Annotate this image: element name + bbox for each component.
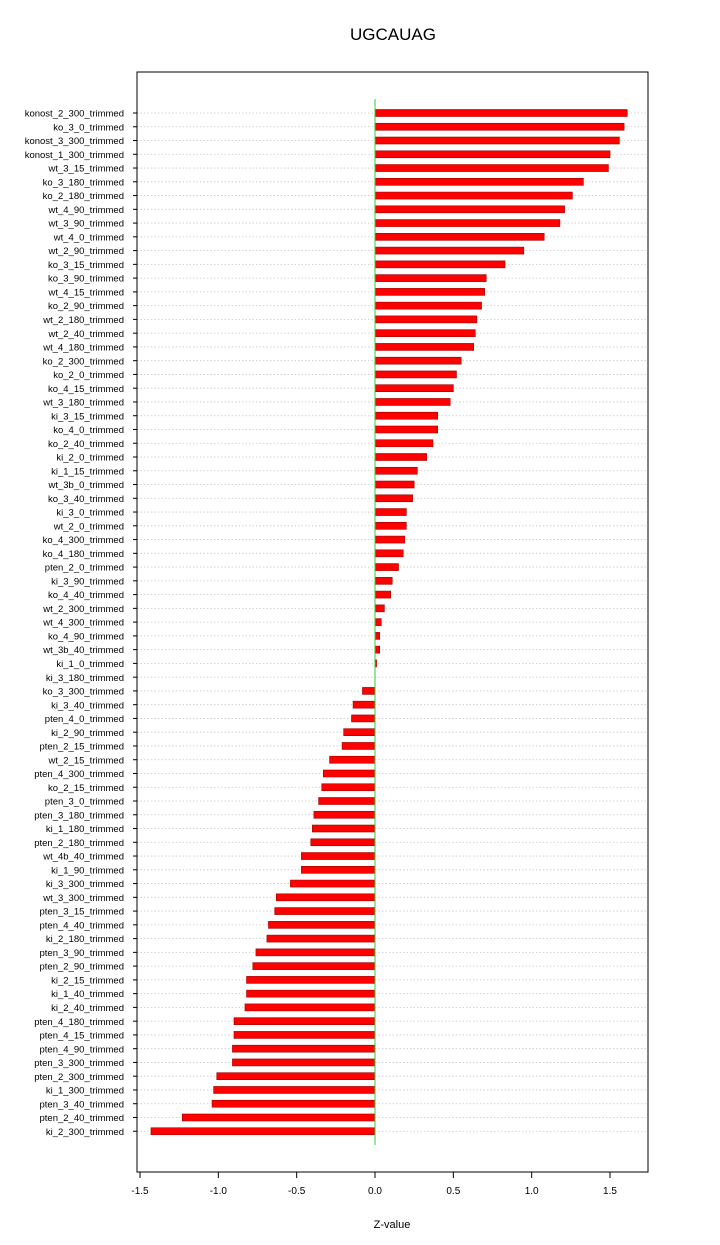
category-label: wt_3_15_trimmed bbox=[48, 163, 124, 175]
bar bbox=[247, 976, 375, 983]
category-label: ko_3_40_trimmed bbox=[47, 493, 124, 505]
bar bbox=[375, 481, 414, 488]
bar bbox=[375, 495, 413, 502]
category-label: konost_2_300_trimmed bbox=[24, 108, 124, 120]
category-label: pten_2_180_trimmed bbox=[34, 837, 124, 849]
category-label: ko_2_90_trimmed bbox=[47, 301, 124, 313]
bar bbox=[245, 1004, 375, 1011]
chart-title: UGCAUAG bbox=[350, 25, 436, 44]
category-label: ko_3_0_trimmed bbox=[53, 122, 124, 134]
category-label: konost_1_300_trimmed bbox=[24, 149, 124, 161]
bar bbox=[267, 935, 375, 942]
bar bbox=[375, 467, 417, 474]
bar bbox=[275, 908, 375, 915]
category-label: ko_3_180_trimmed bbox=[42, 177, 124, 189]
bar bbox=[214, 1086, 375, 1093]
category-label: ko_2_180_trimmed bbox=[42, 191, 124, 203]
x-tick-label: 1.5 bbox=[603, 1186, 617, 1197]
category-label: ki_1_180_trimmed bbox=[45, 824, 124, 836]
category-label: ki_3_40_trimmed bbox=[51, 700, 124, 712]
bar bbox=[212, 1100, 375, 1107]
bar bbox=[375, 619, 381, 626]
category-label: wt_4_180_trimmed bbox=[43, 342, 124, 354]
bar bbox=[375, 398, 450, 405]
bar bbox=[342, 742, 375, 749]
bar bbox=[375, 178, 583, 185]
category-label: wt_2_15_trimmed bbox=[48, 755, 124, 767]
category-label: ko_3_90_trimmed bbox=[47, 273, 124, 285]
category-label: wt_2_300_trimmed bbox=[43, 603, 124, 615]
category-label: pten_4_90_trimmed bbox=[39, 1044, 124, 1056]
bar bbox=[330, 756, 375, 763]
bar bbox=[375, 233, 544, 240]
bar bbox=[375, 385, 453, 392]
bar bbox=[375, 550, 403, 557]
bar bbox=[182, 1114, 375, 1121]
category-label: konost_3_300_trimmed bbox=[24, 136, 124, 148]
bar bbox=[351, 715, 375, 722]
bar bbox=[301, 853, 375, 860]
category-label: wt_4_0_trimmed bbox=[53, 232, 124, 244]
x-tick-label: -1.5 bbox=[131, 1186, 149, 1197]
bar bbox=[375, 426, 438, 433]
bar bbox=[234, 1018, 375, 1025]
bar bbox=[314, 811, 375, 818]
bar bbox=[375, 591, 391, 598]
bar bbox=[232, 1045, 375, 1052]
category-label: ki_3_300_trimmed bbox=[45, 879, 124, 891]
category-label: pten_2_0_trimmed bbox=[44, 562, 124, 574]
category-label: ko_2_300_trimmed bbox=[42, 356, 124, 368]
x-tick-label: -1.0 bbox=[209, 1186, 227, 1197]
category-label: pten_3_300_trimmed bbox=[34, 1058, 124, 1070]
category-label: ko_2_15_trimmed bbox=[47, 782, 124, 794]
category-label: pten_3_40_trimmed bbox=[39, 1099, 124, 1111]
bar bbox=[323, 770, 375, 777]
category-label: wt_2_90_trimmed bbox=[48, 246, 124, 258]
bar bbox=[375, 192, 572, 199]
bar bbox=[232, 1059, 375, 1066]
category-label: pten_3_0_trimmed bbox=[44, 796, 124, 808]
category-label: wt_2_180_trimmed bbox=[43, 315, 124, 326]
bar bbox=[375, 330, 475, 337]
x-tick-label: 0.5 bbox=[446, 1186, 461, 1197]
bar bbox=[290, 880, 375, 887]
category-label: ki_3_15_trimmed bbox=[51, 411, 124, 423]
bar bbox=[375, 343, 474, 350]
bar bbox=[375, 454, 427, 461]
category-label: pten_4_180_trimmed bbox=[34, 1016, 124, 1028]
category-label: wt_4b_40_trimmed bbox=[43, 851, 124, 863]
bar bbox=[353, 701, 375, 708]
bar bbox=[311, 839, 375, 846]
bar bbox=[375, 412, 438, 419]
bar bbox=[375, 247, 524, 254]
bar bbox=[247, 990, 375, 997]
bar bbox=[375, 206, 565, 213]
bar bbox=[375, 440, 433, 447]
category-label: ki_2_40_trimmed bbox=[51, 1003, 124, 1014]
bar bbox=[375, 316, 477, 323]
category-label: ki_1_0_trimmed bbox=[56, 659, 124, 670]
category-label: ko_4_300_trimmed bbox=[42, 535, 124, 547]
bar bbox=[375, 288, 485, 295]
bar bbox=[375, 151, 610, 158]
category-label: ko_4_0_trimmed bbox=[53, 425, 124, 437]
bar bbox=[268, 921, 375, 928]
category-label: ki_2_180_trimmed bbox=[45, 934, 124, 946]
x-axis-label: Z-value bbox=[373, 1219, 411, 1231]
bar bbox=[217, 1073, 375, 1080]
category-label: pten_4_0_trimmed bbox=[44, 714, 124, 726]
category-label: ki_1_90_trimmed bbox=[51, 865, 124, 877]
category-label: ki_2_90_trimmed bbox=[51, 727, 124, 739]
bar bbox=[375, 137, 619, 144]
bar bbox=[375, 536, 405, 543]
bar bbox=[319, 798, 375, 805]
bar bbox=[375, 165, 608, 172]
x-tick-label: -0.5 bbox=[288, 1186, 306, 1197]
bar bbox=[362, 687, 375, 694]
category-label: ki_2_0_trimmed bbox=[56, 452, 124, 464]
category-label: ko_4_40_trimmed bbox=[47, 590, 124, 602]
category-label: ki_3_90_trimmed bbox=[51, 576, 124, 588]
bar bbox=[151, 1128, 375, 1135]
bar bbox=[375, 357, 461, 364]
category-label: ko_2_40_trimmed bbox=[47, 438, 124, 450]
bar bbox=[344, 729, 375, 736]
category-label: wt_2_0_trimmed bbox=[53, 521, 124, 533]
category-label: ko_3_300_trimmed bbox=[42, 686, 124, 698]
bar bbox=[375, 261, 505, 268]
category-label: wt_3b_40_trimmed bbox=[43, 645, 124, 657]
category-label: ki_1_15_trimmed bbox=[51, 466, 124, 478]
bar bbox=[375, 275, 486, 282]
category-label: pten_3_180_trimmed bbox=[34, 810, 124, 822]
bar bbox=[276, 894, 375, 901]
bar bbox=[375, 522, 406, 529]
category-label: ki_2_300_trimmed bbox=[45, 1126, 124, 1138]
category-label: pten_2_90_trimmed bbox=[39, 961, 124, 973]
category-label: wt_3b_0_trimmed bbox=[48, 480, 124, 492]
category-label: ko_2_0_trimmed bbox=[53, 370, 124, 382]
category-label: pten_3_90_trimmed bbox=[39, 947, 124, 959]
category-label: ki_3_0_trimmed bbox=[56, 507, 124, 519]
x-tick-label: 0.0 bbox=[368, 1186, 382, 1197]
bar bbox=[301, 866, 375, 873]
bar bbox=[375, 302, 482, 309]
bar bbox=[375, 605, 384, 612]
bar bbox=[375, 371, 456, 378]
category-label: pten_4_40_trimmed bbox=[39, 920, 124, 932]
category-label: ko_3_15_trimmed bbox=[47, 259, 124, 271]
category-label: ko_4_90_trimmed bbox=[47, 631, 124, 643]
category-label: ko_4_15_trimmed bbox=[47, 383, 124, 395]
bar bbox=[256, 949, 375, 956]
x-tick-label: 1.0 bbox=[524, 1186, 539, 1197]
category-label: ko_4_180_trimmed bbox=[42, 548, 124, 560]
category-label: wt_3_180_trimmed bbox=[43, 397, 124, 409]
bar bbox=[375, 646, 380, 653]
category-label: wt_4_90_trimmed bbox=[48, 204, 124, 216]
category-label: ki_3_180_trimmed bbox=[45, 672, 124, 684]
bar bbox=[253, 963, 375, 970]
category-label: ki_2_15_trimmed bbox=[51, 975, 124, 987]
bar bbox=[375, 509, 406, 516]
category-label: wt_2_40_trimmed bbox=[48, 328, 124, 340]
bar bbox=[375, 577, 392, 584]
category-label: pten_4_15_trimmed bbox=[39, 1030, 124, 1042]
bar bbox=[375, 632, 380, 639]
bar bbox=[375, 123, 624, 130]
category-label: pten_2_15_trimmed bbox=[39, 741, 124, 753]
bar bbox=[375, 564, 399, 571]
category-label: pten_2_40_trimmed bbox=[39, 1113, 124, 1125]
category-label: wt_4_300_trimmed bbox=[43, 617, 124, 629]
category-label: pten_2_300_trimmed bbox=[34, 1071, 124, 1083]
bar bbox=[312, 825, 375, 832]
category-label: wt_3_90_trimmed bbox=[48, 218, 124, 230]
category-label: wt_4_15_trimmed bbox=[48, 287, 124, 299]
category-label: wt_3_300_trimmed bbox=[43, 892, 124, 904]
category-label: ki_1_40_trimmed bbox=[51, 989, 124, 1001]
category-label: pten_4_300_trimmed bbox=[34, 769, 124, 781]
bar bbox=[375, 220, 560, 227]
bar bbox=[322, 784, 375, 791]
category-label: ki_1_300_trimmed bbox=[45, 1085, 124, 1097]
category-label: pten_3_15_trimmed bbox=[39, 906, 124, 918]
bar bbox=[234, 1031, 375, 1038]
bar bbox=[375, 110, 627, 117]
